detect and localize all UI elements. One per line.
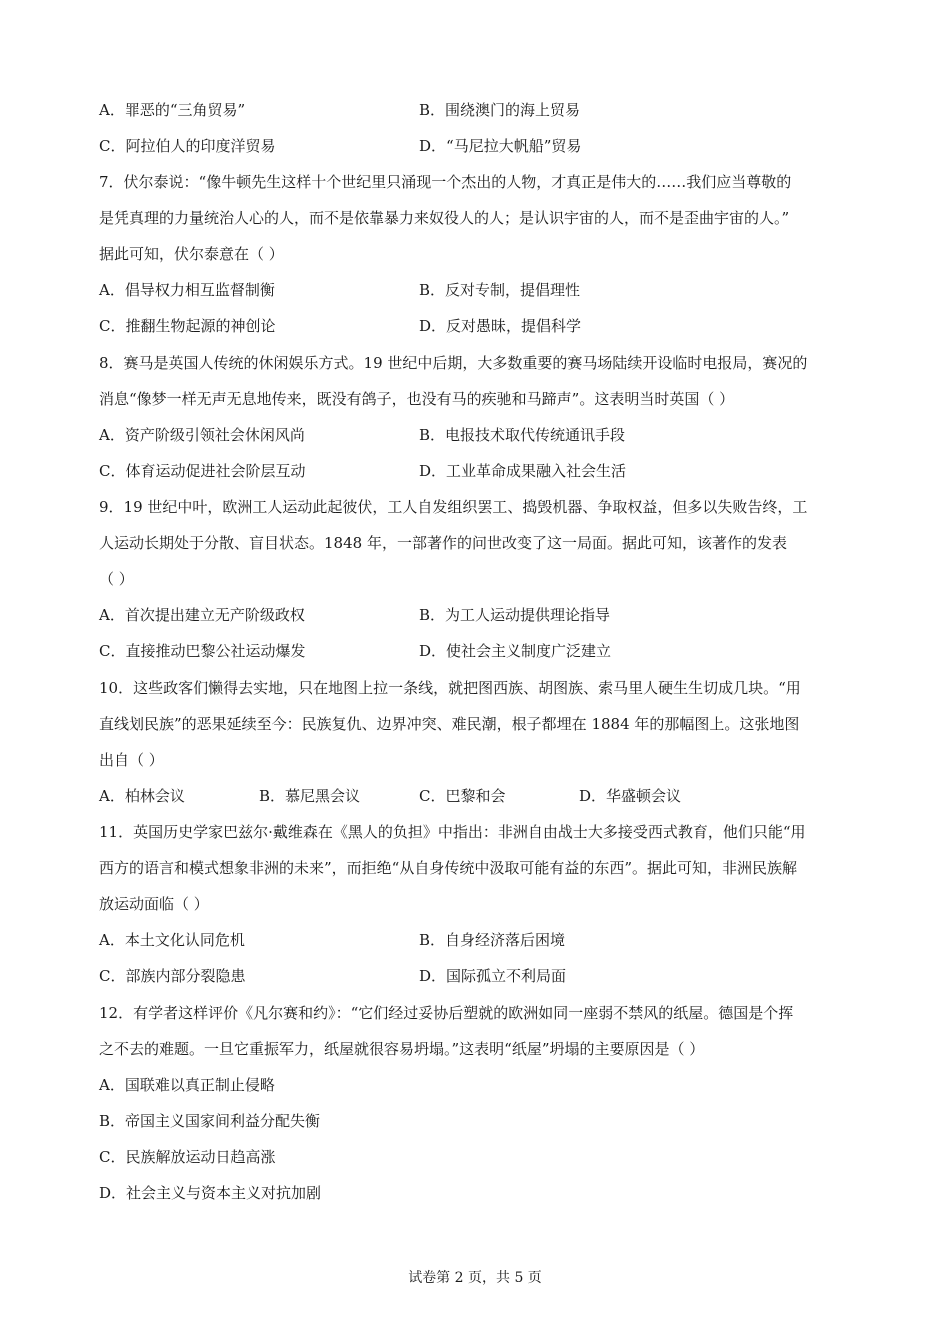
q9-option-a: A．首次提出建立无产阶级政权 [99, 606, 305, 624]
q6-option-a: A．罪恶的“三角贸易” [99, 101, 246, 119]
q9-option-c: C．直接推动巴黎公社运动爆发 [99, 642, 306, 660]
q10-stem-line-2: 直线划民族”的恶果延续至今：民族复仇、边界冲突、难民潮，根子都埋在 1884 年的那幅图上。这张地图 [99, 715, 800, 733]
q7-option-b: B．反对专制，提倡理性 [419, 281, 581, 299]
q9-stem-line-1: 9．19 世纪中叶，欧洲工人运动此起彼伏，工人自发组织罢工、捣毁机器、争取权益，但多以失败告终，工 [99, 498, 808, 516]
q7-option-d: D．反对愚昧，提倡科学 [419, 317, 582, 335]
q8-option-a: A．资产阶级引领社会休闲风尚 [99, 426, 305, 444]
q11-stem-line-1: 11．英国历史学家巴兹尔·戴维森在《黑人的负担》中指出：非洲自由战士大多接受西式教育，他们只能“用 [99, 823, 806, 841]
q6-option-b: B．围绕澳门的海上贸易 [419, 101, 581, 119]
page-footer: 试卷第 2 页，共 5 页 [408, 1270, 542, 1286]
q8-option-c: C．体育运动促进社会阶层互动 [99, 462, 306, 480]
q10-option-a: A．柏林会议 [99, 787, 185, 805]
q11-stem-line-2: 西方的语言和模式想象非洲的未来”，而拒绝“从自身传统中汲取可能有益的东西”。据此可知，非洲民族解 [99, 859, 798, 877]
q8-stem-line-1: 8．赛马是英国人传统的休闲娱乐方式。19 世纪中后期，大多数重要的赛马场陆续开设临时电报局，赛况的 [99, 354, 808, 372]
q7-option-c: C．推翻生物起源的神创论 [99, 317, 276, 335]
q12-stem-line-1: 12．有学者这样评价《凡尔赛和约》：“它们经过妥协后塑就的欧洲如同一座弱不禁风的纸屋。德国是个挥 [99, 1004, 794, 1022]
q12-option-c: C．民族解放运动日趋高涨 [99, 1148, 276, 1166]
q12-stem-line-2: 之不去的难题。一旦它重振军力，纸屋就很容易坍塌。”这表明“纸屋”坍塌的主要原因是（ ） [99, 1040, 705, 1058]
q6-option-d: D．“马尼拉大帆船”贸易 [419, 137, 582, 155]
q7-option-a: A．倡导权力相互监督制衡 [99, 281, 275, 299]
q11-stem-line-3: 放运动面临（ ） [99, 895, 209, 913]
q7-stem-line-1: 7．伏尔泰说：“像牛顿先生这样十个世纪里只涌现一个杰出的人物，才真正是伟大的……我们应当尊敬的 [99, 173, 792, 191]
q7-stem-line-2: 是凭真理的力量统治人心的人，而不是依靠暴力来奴役人的人；是认识宇宙的人，而不是歪曲宇宙的人。” [99, 209, 790, 227]
q11-option-c: C．部族内部分裂隐患 [99, 967, 246, 985]
q9-option-b: B．为工人运动提供理论指导 [419, 606, 611, 624]
q10-option-d: D．华盛顿会议 [579, 787, 682, 805]
q10-option-b: B．慕尼黑会议 [259, 787, 361, 805]
q10-stem-line-1: 10．这些政客们懒得去实地，只在地图上拉一条线，就把图西族、胡图族、索马里人硬生生切成几块。“用 [99, 679, 801, 697]
q12-option-d: D．社会主义与资本主义对抗加剧 [99, 1184, 322, 1202]
q9-option-d: D．使社会主义制度广泛建立 [419, 642, 612, 660]
q9-stem-line-2: 人运动长期处于分散、盲目状态。1848 年，一部著作的问世改变了这一局面。据此可知，该著作的发表 [99, 534, 787, 552]
q10-option-c: C．巴黎和会 [419, 787, 506, 805]
q8-stem-line-2: 消息“像梦一样无声无息地传来，既没有鸽子，也没有马的疾驰和马蹄声”。这表明当时英国（ ） [99, 390, 735, 408]
q11-option-a: A．本土文化认同危机 [99, 931, 245, 949]
q6-option-c: C．阿拉伯人的印度洋贸易 [99, 137, 276, 155]
q12-option-b: B．帝国主义国家间利益分配失衡 [99, 1112, 321, 1130]
q9-stem-line-3: （ ） [99, 570, 134, 588]
q12-option-a: A．国联难以真正制止侵略 [99, 1076, 275, 1094]
q11-option-d: D．国际孤立不利局面 [419, 967, 567, 985]
q8-option-d: D．工业革命成果融入社会生活 [419, 462, 627, 480]
q8-option-b: B．电报技术取代传统通讯手段 [419, 426, 626, 444]
q7-stem-line-3: 据此可知，伏尔泰意在（ ） [99, 245, 284, 263]
q11-option-b: B．自身经济落后困境 [419, 931, 566, 949]
q10-stem-line-3: 出自（ ） [99, 751, 164, 769]
